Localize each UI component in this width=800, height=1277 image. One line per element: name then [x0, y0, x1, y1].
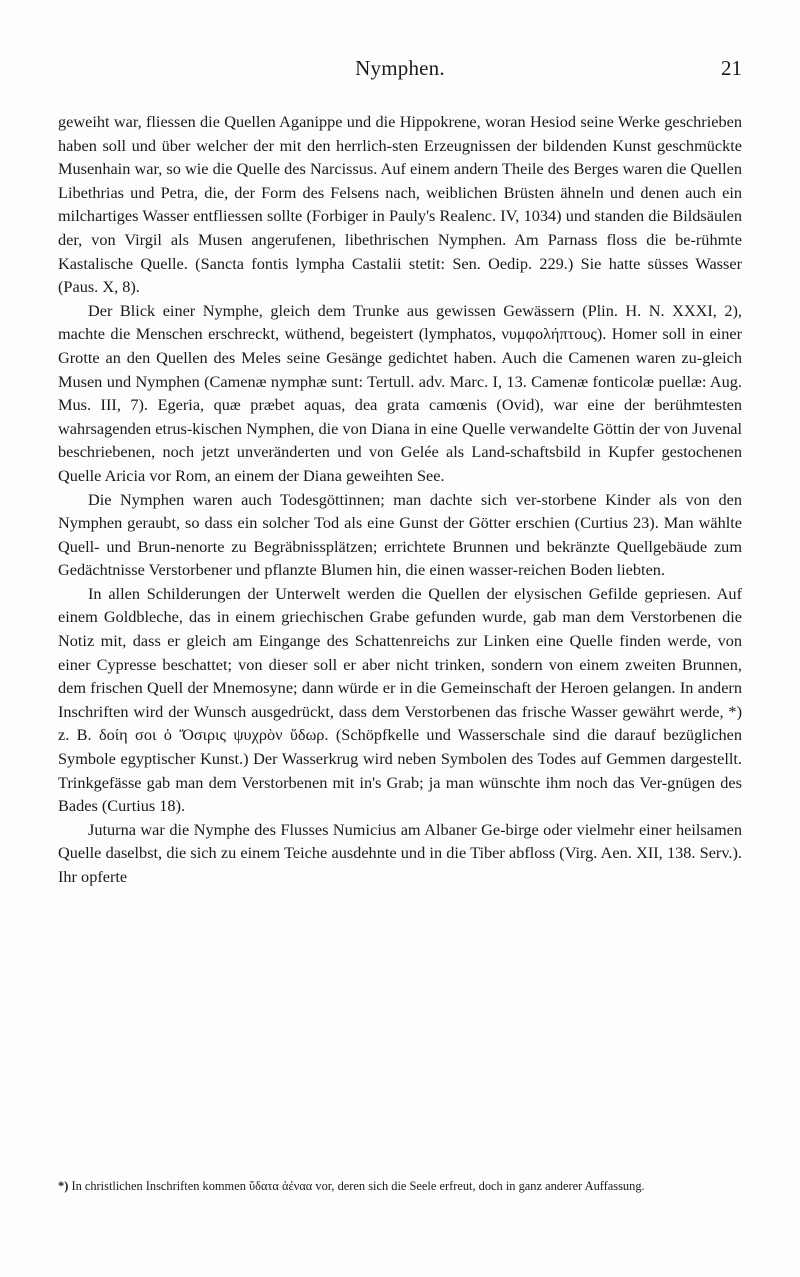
paragraph-continuation: geweiht war, fliessen die Quellen Aganippe und die Hippokrene, woran Hesiod seine Werke geschrieben haben soll und über welcher der mit den herrlich-sten Erzeugnissen der bildenden Kunst geschmückte Musenhain war, so wie die Quelle des Narcissus. Auf einem andern Theile des Berges waren die Quellen Libethrias und Petra, die, der Form des Felsens nach, weiblichen Brüsten ähneln und denen auch ein milchartiges Wasser entfliessen sollte (Forbiger in Pauly's Realenc. IV, 1034) und standen die Bildsäulen der, von Virgil als Musen angerufenen, libethrischen Nymphen. Am Parnass floss die be-rühmte Kastalische Quelle. (Sancta fontis lympha Castalii stetit: Sen. Oedip. 229.) Sie hatte süsses Wasser (Paus. X, 8). — [58, 112, 742, 297]
footnote — [58, 1178, 742, 1195]
footnote-text: In christlichen Inschriften kommen ὕδατα ἀέναα vor, deren sich die Seele erfreut, doch in ganz anderer Auffassung. — [71, 1179, 645, 1193]
paragraph-death-goddesses: Die Nymphen waren auch Todesgöttinnen; man dachte sich ver-storbene Kinder als von den Nymphen geraubt, so dass ein solcher Tod als eine Gunst der Götter erschien (Curtius 23). Man wählte Quell- und Brun-nenorte zu Begräbnissplätzen; errichtete Brunnen und bekränzte Quellgebäude zum Gedächtnisse Verstorbener und pflanzte Blumen hin, die einen wasser-reichen Boden liebten. — [58, 489, 742, 580]
page-header-title: Nymphen. — [355, 56, 445, 80]
paragraph-juturna: Juturna war die Nymphe des Flusses Numicius am Albaner Ge-birge oder vielmehr einer heilsamen Quelle daselbst, die sich zu einem Teiche ausdehnte und in die Tiber abfloss (Virg. Aen. XII, 138. Serv.). Ihr opferte — [58, 819, 742, 886]
body-text — [58, 110, 742, 889]
paragraph-underworld: In allen Schilderungen der Unterwelt werden die Quellen der elysischen Gefilde gepriesen. Auf einem Goldbleche, das in einem griechischen Grabe gefunden wurde, gab man dem Verstorbenen die Notiz mit, dass er gleich am Eingange des Schattenreichs zur Linken eine Quelle finden werde, von einer Cypresse beschattet; von dieser soll er aber nicht trinken, sondern von einem zweiten Brunnen, dem frischen Quell der Mnemosyne; dann würde er in die Gemeinschaft der Heroen gelangen. In andern Inschriften wird der Wunsch ausgedrückt, dass dem Verstorbenen das frische Wasser gewährt werde, *) z. B. δοίη σοι ὁ Ὄσιρις ψυχρὸν ὕδωρ. (Schöpfkelle und Wasserschale sind die darauf bezüglichen Symbole egyptischer Kunst.) Der Wasserkrug wird neben Symbolen des Todes auf Gemmen dargestellt. Trinkgefässe gab man dem Verstorbenen mit in's Grab; ja man wünschte ihm noch das Ver-gnügen des Bades (Curtius 18). — [58, 583, 742, 816]
running-head — [58, 56, 742, 86]
footnote-marker: *) — [58, 1179, 69, 1193]
page-number: 21 — [721, 56, 742, 80]
paragraph-nymph-gaze: Der Blick einer Nymphe, gleich dem Trunke aus gewissen Gewässern (Plin. H. N. XXXI, 2), machte die Menschen erschreckt, wüthend, begeistert (lymphatos, νυμφολήπτους). Homer soll in einer Grotte an den Quellen des Meles seine Gesänge gedichtet haben. Auch die Camenen waren zu-gleich Musen und Nymphen (Camenæ nymphæ sunt: Tertull. adv. Marc. I, 13. Camenæ fonticolæ puellæ: Aug. Mus. III, 7). Egeria, quæ præbet aquas, dea grata camœnis (Ovid), war eine der berühmtesten wahrsagenden etrus-kischen Nymphen, die von Diana in eine Quelle verwandelte Göttin der von Juvenal beschriebenen, noch jetzt unveränderten und von Gelée als Land-schaftsbild in Kupfer gestochenen Quelle Aricia vor Rom, an einem der Diana geweihten See. — [58, 300, 742, 485]
